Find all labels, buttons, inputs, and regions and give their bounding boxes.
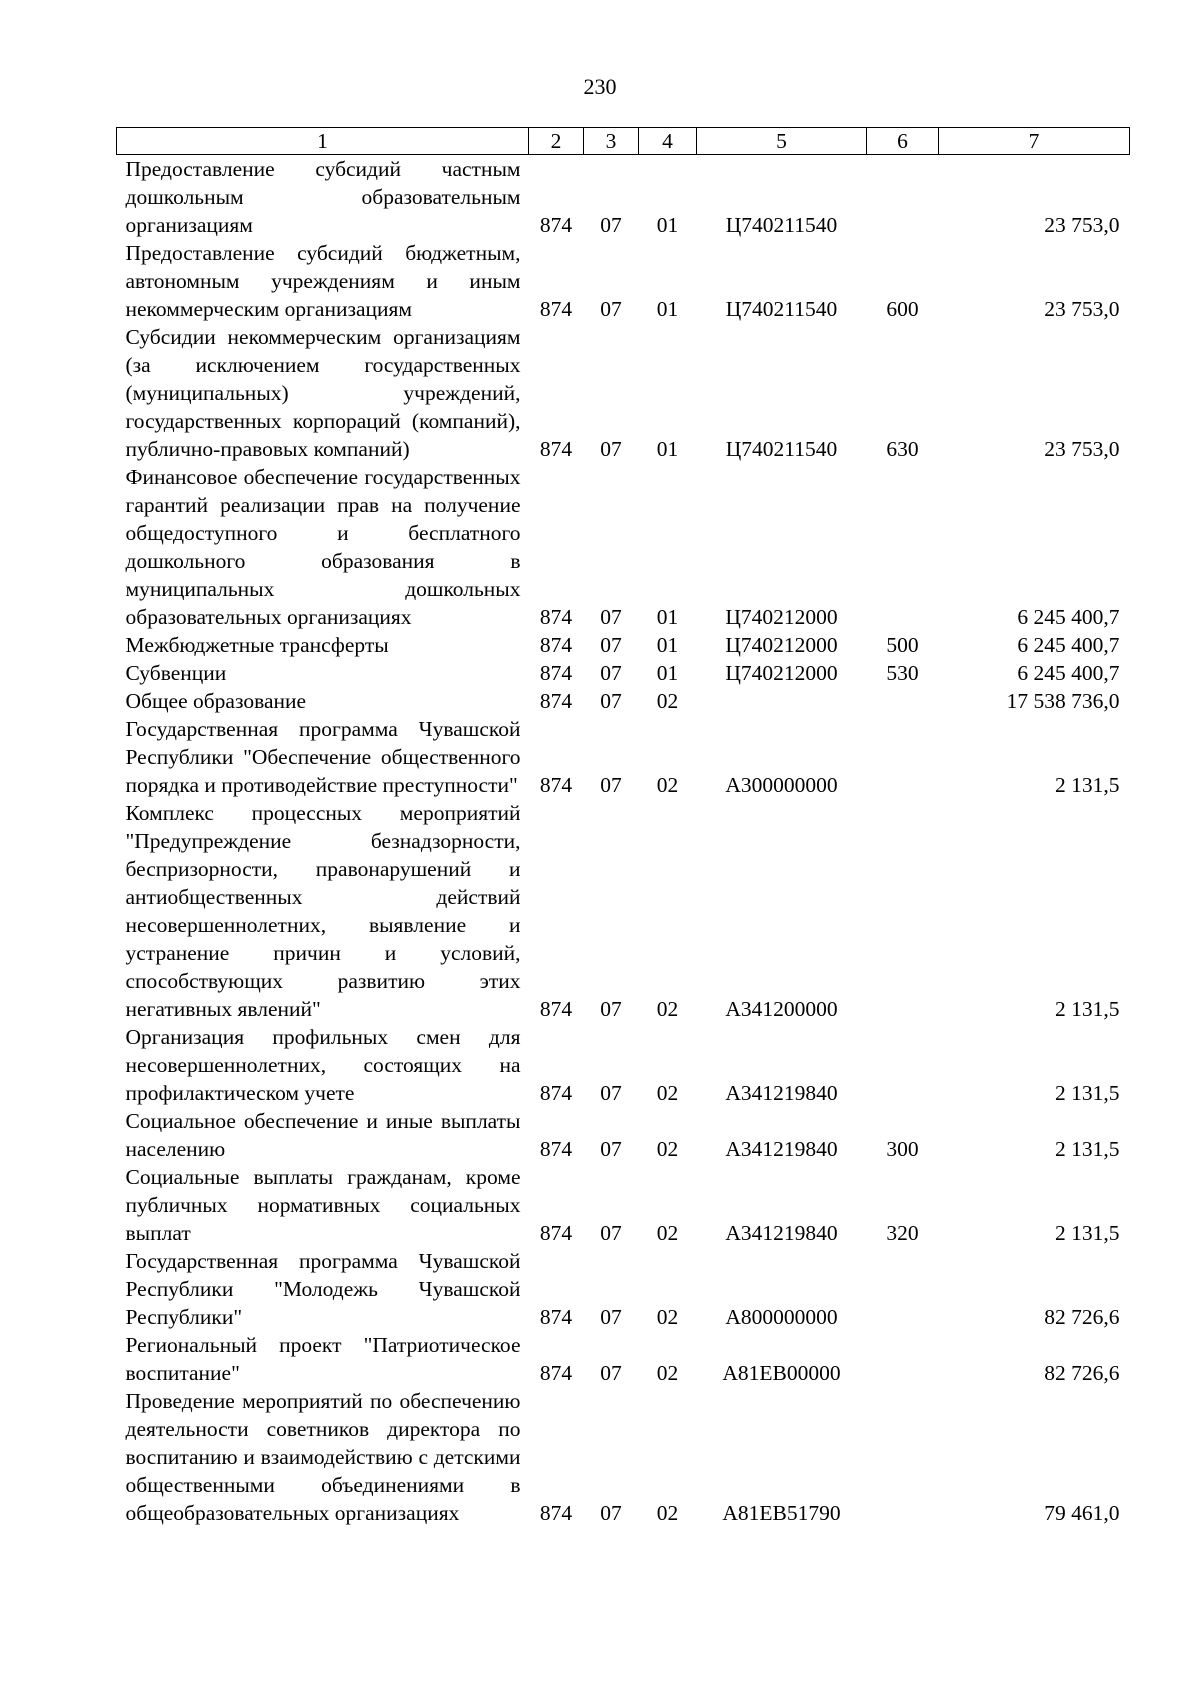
row-amount: 6 245 400,7 xyxy=(1017,661,1120,685)
header-col-6: 6 xyxy=(867,128,939,155)
row-ministry-code: 874 xyxy=(539,1081,573,1105)
row-ministry-code: 874 xyxy=(539,773,573,797)
row-subsection-code: 02 xyxy=(656,1501,679,1525)
row-expense-type xyxy=(867,1247,939,1331)
table-row xyxy=(117,799,1130,1023)
row-section-code: 07 xyxy=(600,1305,622,1329)
row-ministry-code: 874 xyxy=(539,213,573,237)
row-amount: 2 131,5 xyxy=(1055,997,1120,1021)
table-body xyxy=(117,155,1130,1528)
row-amount: 17 538 736,0 xyxy=(1006,689,1120,713)
row-expense-type: 300 xyxy=(886,1137,919,1161)
table-header xyxy=(117,128,1130,155)
row-section-code: 07 xyxy=(600,661,622,685)
row-ministry-code: 874 xyxy=(539,633,573,657)
row-name: Комплекс процессных мероприятий "Предупреждение безнадзорности, беспризорности, правонарушений и антиобщественных действий несовершеннолетних, выявление и устранение причин и условий, способствующих развитию этих негативных явлений" xyxy=(125,801,521,1021)
row-ministry-code: 874 xyxy=(539,1305,573,1329)
row-subsection-code: 02 xyxy=(656,1305,679,1329)
row-ministry-code: 874 xyxy=(539,1221,573,1245)
header-col-3: 3 xyxy=(584,128,639,155)
row-target-code: Ц740212000 xyxy=(725,605,838,629)
table-row xyxy=(117,323,1130,463)
row-ministry-code: 874 xyxy=(539,605,573,629)
header-col-5: 5 xyxy=(697,128,867,155)
row-subsection-code: 02 xyxy=(656,1361,679,1385)
row-subsection-code: 01 xyxy=(656,605,679,629)
row-expense-type: 630 xyxy=(886,437,919,461)
row-name: Организация профильных смен для несовершеннолетних, состоящих на профилактическом учете xyxy=(125,1025,521,1105)
row-name: Государственная программа Чувашской Республики "Обеспечение общественного порядка и противодействие преступности" xyxy=(125,717,521,797)
row-target-code: А341219840 xyxy=(725,1221,838,1245)
row-amount: 2 131,5 xyxy=(1055,1081,1120,1105)
row-subsection-code: 02 xyxy=(656,997,679,1021)
row-section-code: 07 xyxy=(600,1221,622,1245)
row-amount: 82 726,6 xyxy=(1044,1361,1120,1385)
row-name: Межбюджетные трансферты xyxy=(125,633,389,657)
row-amount: 6 245 400,7 xyxy=(1017,633,1120,657)
row-expense-type xyxy=(867,155,939,240)
row-ministry-code: 874 xyxy=(539,1501,573,1525)
row-expense-type: 320 xyxy=(886,1221,919,1245)
row-section-code: 07 xyxy=(600,213,622,237)
row-name: Региональный проект "Патриотическое воспитание" xyxy=(125,1333,521,1385)
row-subsection-code: 02 xyxy=(656,1137,679,1161)
row-section-code: 07 xyxy=(600,1501,622,1525)
row-section-code: 07 xyxy=(600,437,622,461)
row-subsection-code: 02 xyxy=(656,689,679,713)
row-amount: 82 726,6 xyxy=(1044,1305,1120,1329)
table-row xyxy=(117,1331,1130,1387)
table-row xyxy=(117,1107,1130,1163)
table-row xyxy=(117,1387,1130,1527)
table-row xyxy=(117,715,1130,799)
row-target-code: Ц740211540 xyxy=(725,213,838,237)
table-row xyxy=(117,239,1130,323)
header-col-1: 1 xyxy=(117,128,529,155)
row-section-code: 07 xyxy=(600,633,622,657)
row-name: Государственная программа Чувашской Республики "Молодежь Чувашской Республики" xyxy=(125,1249,521,1329)
row-expense-type xyxy=(867,463,939,631)
table-row xyxy=(117,1247,1130,1331)
table-row xyxy=(117,631,1130,659)
row-expense-type: 530 xyxy=(886,661,919,685)
row-target-code: А800000000 xyxy=(725,1305,838,1329)
row-amount: 2 131,5 xyxy=(1055,1221,1120,1245)
row-ministry-code: 874 xyxy=(539,689,573,713)
row-amount: 79 461,0 xyxy=(1044,1501,1120,1525)
row-subsection-code: 02 xyxy=(656,1221,679,1245)
row-name: Субвенции xyxy=(125,661,227,685)
table-row xyxy=(117,1163,1130,1247)
row-ministry-code: 874 xyxy=(539,437,573,461)
row-ministry-code: 874 xyxy=(539,1137,573,1161)
row-subsection-code: 01 xyxy=(656,661,679,685)
row-subsection-code: 02 xyxy=(656,773,679,797)
page-number: 230 xyxy=(583,74,617,99)
row-amount: 2 131,5 xyxy=(1055,1137,1120,1161)
row-section-code: 07 xyxy=(600,689,622,713)
row-expense-type xyxy=(867,715,939,799)
row-target-code: Ц740211540 xyxy=(725,297,838,321)
row-name: Социальные выплаты гражданам, кроме публичных нормативных социальных выплат xyxy=(125,1165,521,1245)
row-target-code: А341219840 xyxy=(725,1081,838,1105)
budget-table xyxy=(116,127,1130,1527)
row-subsection-code: 01 xyxy=(656,437,679,461)
row-expense-type: 600 xyxy=(886,297,919,321)
row-subsection-code: 01 xyxy=(656,633,679,657)
row-ministry-code: 874 xyxy=(539,1361,573,1385)
row-target-code: А300000000 xyxy=(725,773,838,797)
row-section-code: 07 xyxy=(600,605,622,629)
row-expense-type: 500 xyxy=(886,633,919,657)
row-section-code: 07 xyxy=(600,1081,622,1105)
row-subsection-code: 01 xyxy=(656,213,679,237)
row-expense-type xyxy=(867,1023,939,1107)
row-target-code: Ц740211540 xyxy=(725,437,838,461)
table-row xyxy=(117,463,1130,631)
header-col-7: 7 xyxy=(939,128,1130,155)
row-section-code: 07 xyxy=(600,997,622,1021)
row-target-code: А341200000 xyxy=(725,997,838,1021)
row-name: Предоставление субсидий бюджетным, автономным учреждениям и иным некоммерческим организациям xyxy=(125,241,521,321)
row-section-code: 07 xyxy=(600,773,622,797)
row-name: Субсидии некоммерческим организациям (за исключением государственных (муниципальных) учреждений, государственных корпораций (компаний), публично-правовых компаний) xyxy=(125,325,521,461)
row-target-code xyxy=(697,687,867,715)
row-expense-type xyxy=(867,799,939,1023)
row-target-code: А341219840 xyxy=(725,1137,838,1161)
row-subsection-code: 02 xyxy=(656,1081,679,1105)
row-name: Финансовое обеспечение государственных гарантий реализации прав на получение общедоступного и бесплатного дошкольного образования в муниципальных дошкольных образовательных организациях xyxy=(125,465,521,629)
row-expense-type xyxy=(867,687,939,715)
row-amount: 2 131,5 xyxy=(1055,773,1120,797)
row-section-code: 07 xyxy=(600,1137,622,1161)
table-row xyxy=(117,659,1130,687)
row-expense-type xyxy=(867,1331,939,1387)
row-amount: 6 245 400,7 xyxy=(1017,605,1120,629)
header-col-4: 4 xyxy=(639,128,697,155)
row-ministry-code: 874 xyxy=(539,297,573,321)
row-target-code: А81ЕВ00000 xyxy=(722,1361,841,1385)
row-name: Социальное обеспечение и иные выплаты населению xyxy=(125,1109,521,1161)
row-section-code: 07 xyxy=(600,297,622,321)
table-row xyxy=(117,155,1130,240)
row-name: Проведение мероприятий по обеспечению деятельности советников директора по воспитанию и взаимодействию с детскими общественными объединениями в общеобразовательных организациях xyxy=(125,1389,521,1525)
row-name: Предоставление субсидий частным дошкольным образовательным организациям xyxy=(125,157,521,237)
row-target-code: Ц740212000 xyxy=(725,633,838,657)
header-row xyxy=(117,128,1130,155)
row-amount: 23 753,0 xyxy=(1044,213,1120,237)
row-ministry-code: 874 xyxy=(539,661,573,685)
row-name: Общее образование xyxy=(125,689,307,713)
table-row xyxy=(117,1023,1130,1107)
row-expense-type xyxy=(867,1387,939,1527)
row-target-code: Ц740212000 xyxy=(725,661,838,685)
row-target-code: А81ЕВ51790 xyxy=(722,1501,841,1525)
row-subsection-code: 01 xyxy=(656,297,679,321)
row-amount: 23 753,0 xyxy=(1044,437,1120,461)
row-section-code: 07 xyxy=(600,1361,622,1385)
table-row xyxy=(117,687,1130,715)
header-col-2: 2 xyxy=(529,128,584,155)
row-ministry-code: 874 xyxy=(539,997,573,1021)
row-amount: 23 753,0 xyxy=(1044,297,1120,321)
